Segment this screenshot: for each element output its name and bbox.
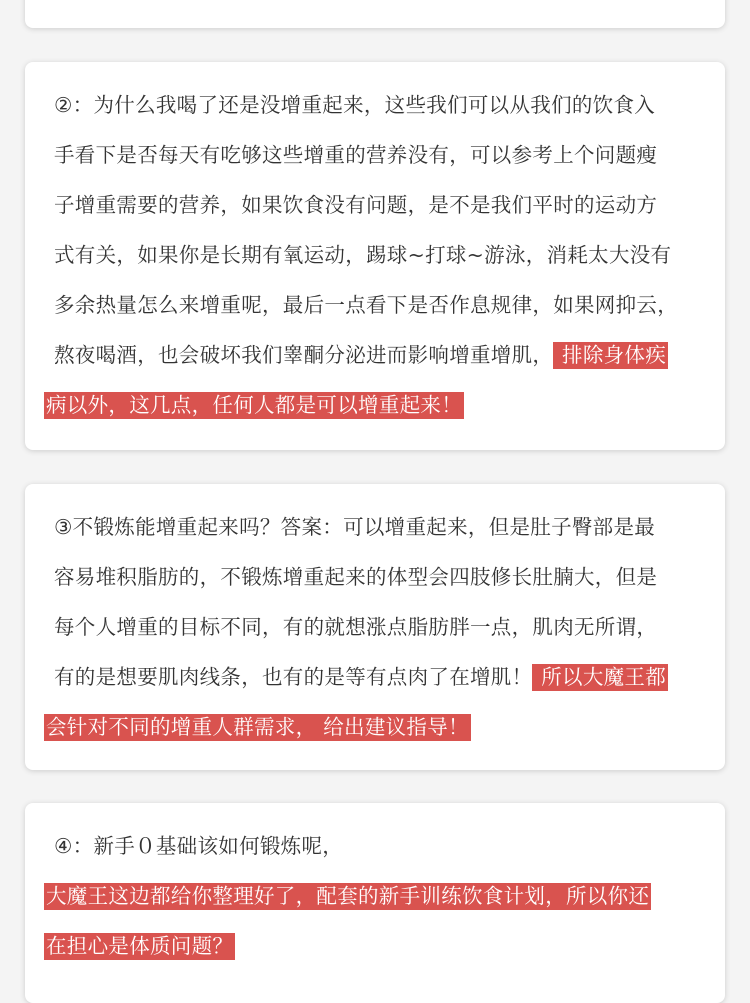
faq-card-q4: [25, 803, 725, 1003]
text-line: 多余热量怎么来增重呢，最后一点看下是否作息规律，如果网抑云，: [54, 293, 678, 317]
text-line: [54, 652, 668, 702]
text-line: 容易堆积脂肪的，不锻炼增重起来的体型会四肢修长肚腩大，但是: [54, 565, 658, 589]
text-line: 式有关，如果你是长期有氧运动，踢球~打球~游泳，消耗太大没有: [54, 243, 672, 267]
text-line: ③不锻炼能增重起来吗？答案：可以增重起来，但是肚子臀部是最: [54, 515, 656, 539]
text-line: ②：为什么我喝了还是没增重起来，这些我们可以从我们的饮食入: [54, 93, 656, 117]
highlighted-text: 病以外，这几点，任何人都是可以增重起来！: [46, 393, 462, 417]
highlighted-text: 在担心是体质问题？: [46, 934, 234, 958]
text-segment: 有的是想要肌肉线条，也有的是等有点肉了在增肌！: [54, 665, 533, 689]
faq-answer-q4: [46, 821, 651, 971]
text-line: [44, 921, 651, 971]
previous-card: [25, 0, 725, 28]
text-line: [44, 871, 651, 921]
text-line: 子增重需要的营养，如果饮食没有问题，是不是我们平时的运动方: [54, 193, 658, 217]
faq-card-q2: [25, 62, 725, 450]
faq-answer-q3: [46, 502, 668, 752]
faq-card-q3: [25, 484, 725, 770]
highlighted-text: 大魔王这边都给你整理好了，配套的新手训练饮食计划，所以你还: [46, 884, 650, 908]
text-segment: 熬夜喝酒，也会破坏我们睾酮分泌进而影响增重增肌，: [54, 343, 554, 367]
text-line: [54, 330, 678, 380]
highlighted-text: 所以大魔王都: [534, 665, 667, 689]
faq-answer-q2: [46, 80, 678, 430]
text-line: 每个人增重的目标不同，有的就想涨点脂肪胖一点，肌肉无所谓，: [54, 615, 658, 639]
highlighted-text: 排除身体疾: [555, 343, 667, 367]
highlighted-text: 会针对不同的增重人群需求， 给出建议指导！: [46, 715, 469, 739]
text-line: 手看下是否每天有吃够这些增重的营养没有，可以参考上个问题瘦: [54, 143, 658, 167]
text-line: [44, 380, 678, 430]
text-line: [44, 702, 668, 752]
text-line: ④：新手０基础该如何锻炼呢，: [54, 834, 344, 858]
